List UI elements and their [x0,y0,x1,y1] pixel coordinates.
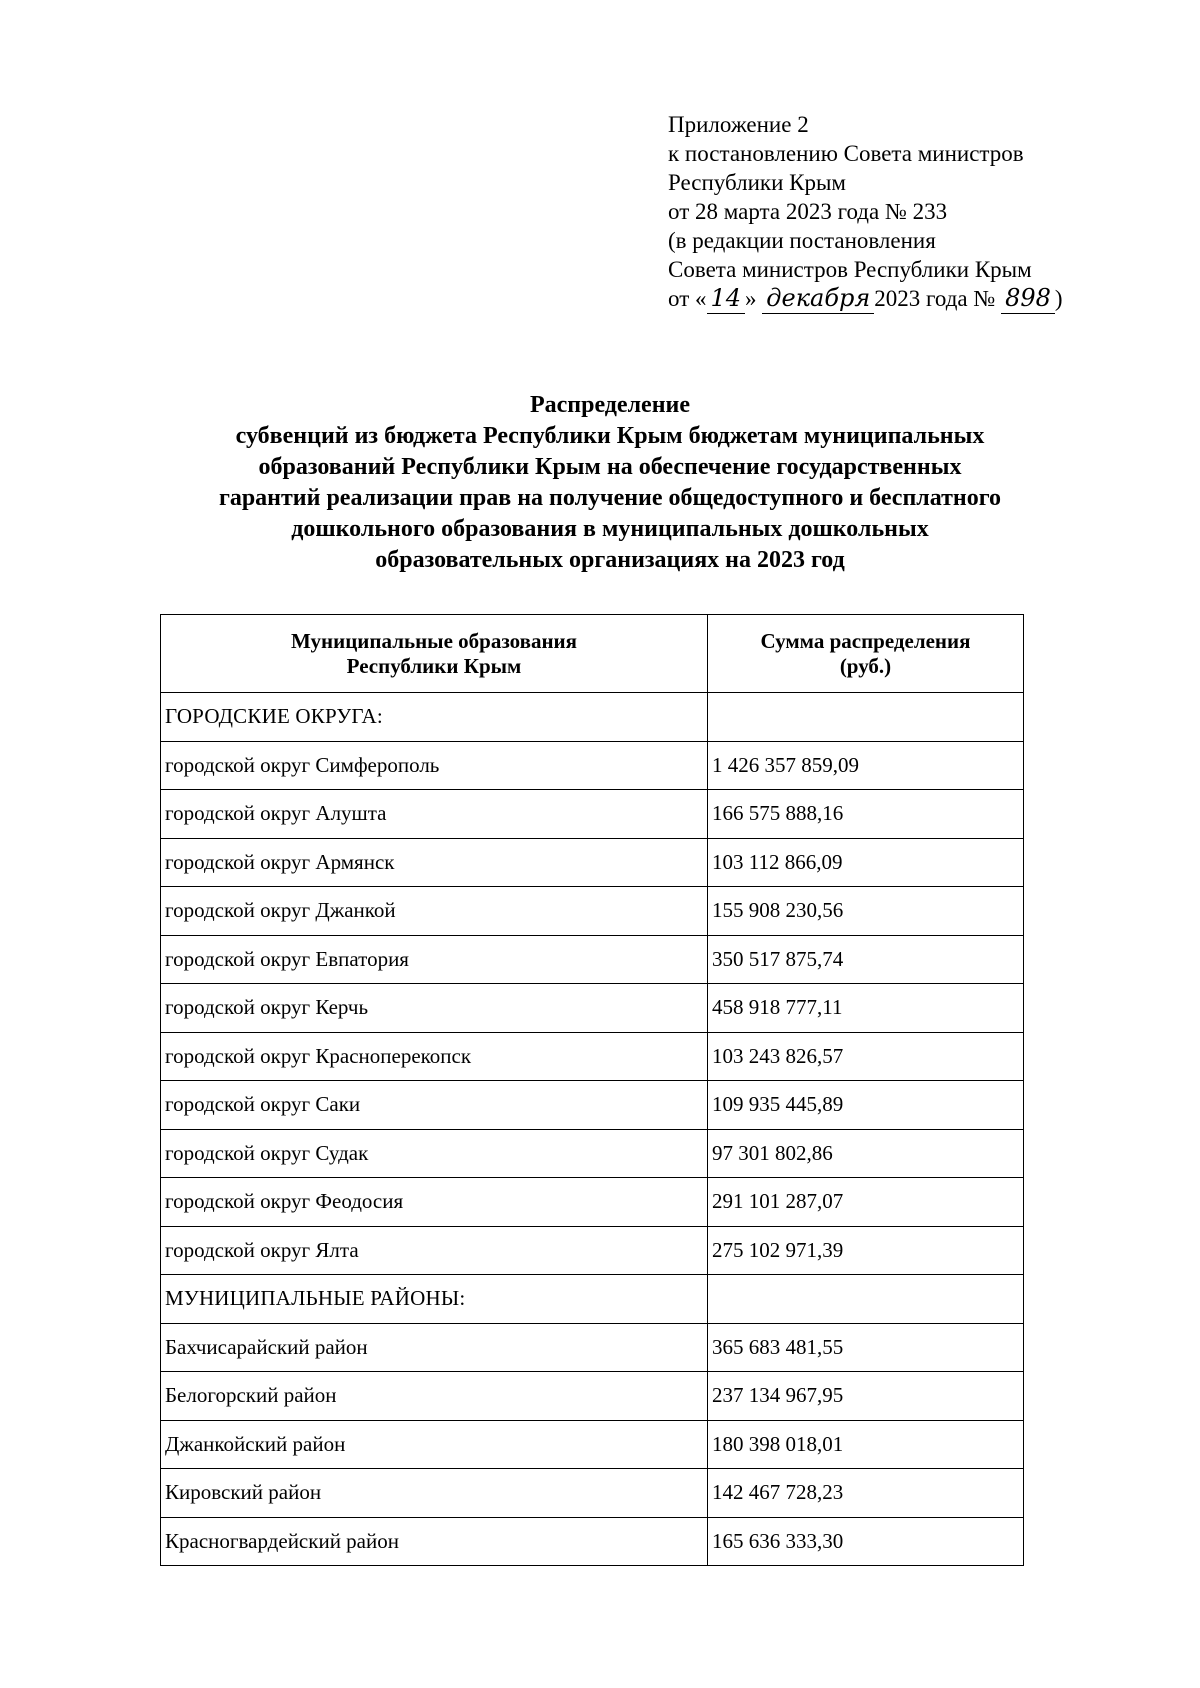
appendix-line: Республики Крым [668,170,846,195]
amount-cell: 291 101 287,07 [708,1178,1024,1227]
title-line: образований Республики Крым на обеспечение государственных [258,454,962,480]
amount-cell: 109 935 445,89 [708,1081,1024,1130]
municipality-name: городской округ Феодосия [161,1178,708,1227]
table-row [161,887,1024,936]
section-heading: МУНИЦИПАЛЬНЫЕ РАЙОНЫ: [161,1275,708,1324]
header-text: Муниципальные образования [290,628,578,653]
table-row [161,790,1024,839]
amount-cell: 1 426 357 859,09 [708,741,1024,790]
title-line: гарантий реализации прав на получение общедоступного и бесплатного [218,485,1002,511]
date-prefix: от « [668,286,707,311]
municipality-name: городской округ Евпатория [161,935,708,984]
table-row [161,1517,1024,1566]
municipality-name: городской округ Судак [161,1129,708,1178]
amount-cell: 180 398 018,01 [708,1420,1024,1469]
header-text: (руб.) [839,653,892,678]
municipality-name: городской округ Алушта [161,790,708,839]
document-title [130,390,1090,576]
appendix-line: к постановлению Совета министров [668,141,1024,166]
amount-cell: 103 243 826,57 [708,1032,1024,1081]
appendix-block [668,110,1063,314]
amount-cell: 142 467 728,23 [708,1469,1024,1518]
table-body [161,693,1024,1566]
date-suffix: ) [1054,286,1063,311]
appendix-line: Приложение 2 [668,112,809,137]
municipality-name: городской округ Джанкой [161,887,708,936]
appendix-line: от 28 марта 2023 года № 233 [668,199,948,224]
handwritten-month: декабря [762,284,874,314]
amount-cell: 458 918 777,11 [708,984,1024,1033]
table-row [161,693,1024,742]
appendix-line: Совета министров Республики Крым [668,257,1032,282]
distribution-table [160,614,1024,1566]
municipality-name: городской округ Красноперекопск [161,1032,708,1081]
amount-cell: 165 636 333,30 [708,1517,1024,1566]
header-text: Сумма распределения [760,628,971,653]
municipality-name: Белогорский район [161,1372,708,1421]
municipality-name: Кировский район [161,1469,708,1518]
amount-cell: 350 517 875,74 [708,935,1024,984]
title-line: Распределение [529,392,691,418]
table-row [161,838,1024,887]
amount-cell: 166 575 888,16 [708,790,1024,839]
municipality-name: городской округ Ялта [161,1226,708,1275]
amount-cell: 97 301 802,86 [708,1129,1024,1178]
header-text: Республики Крым [346,653,522,678]
table-header-row [161,615,1024,693]
amount-cell: 365 683 481,55 [708,1323,1024,1372]
table-row [161,984,1024,1033]
table-row [161,1129,1024,1178]
amount-cell: 275 102 971,39 [708,1226,1024,1275]
header-municipality [161,615,708,693]
amount-cell: 103 112 866,09 [708,838,1024,887]
section-heading: ГОРОДСКИЕ ОКРУГА: [161,693,708,742]
table-row [161,1323,1024,1372]
amount-cell [708,1275,1024,1324]
table-row [161,1420,1024,1469]
municipality-name: Бахчисарайский район [161,1323,708,1372]
header-amount [708,615,1024,693]
municipality-name: городской округ Керчь [161,984,708,1033]
amount-cell [708,693,1024,742]
table-row [161,1372,1024,1421]
amount-cell: 237 134 967,95 [708,1372,1024,1421]
table-row [161,1178,1024,1227]
table-row [161,1081,1024,1130]
municipality-name: городской округ Саки [161,1081,708,1130]
table-row [161,935,1024,984]
table-row [161,1226,1024,1275]
appendix-line: (в редакции постановления [668,228,936,253]
handwritten-number: 898 [1001,284,1055,314]
title-line: дошкольного образования в муниципальных дошкольных [291,516,929,542]
date-mid: » [745,286,757,311]
municipality-name: Джанкойский район [161,1420,708,1469]
date-year: 2023 года № [874,286,996,311]
municipality-name: Красногвардейский район [161,1517,708,1566]
table-row [161,741,1024,790]
appendix-amendment-date [668,284,1063,314]
municipality-name: городской округ Армянск [161,838,708,887]
handwritten-day: 14 [707,284,746,314]
table-row [161,1469,1024,1518]
amount-cell: 155 908 230,56 [708,887,1024,936]
table-row [161,1032,1024,1081]
title-line: субвенций из бюджета Республики Крым бюджетам муниципальных [235,423,985,449]
table-row [161,1275,1024,1324]
title-line: образовательных организациях на 2023 год [375,547,845,573]
municipality-name: городской округ Симферополь [161,741,708,790]
